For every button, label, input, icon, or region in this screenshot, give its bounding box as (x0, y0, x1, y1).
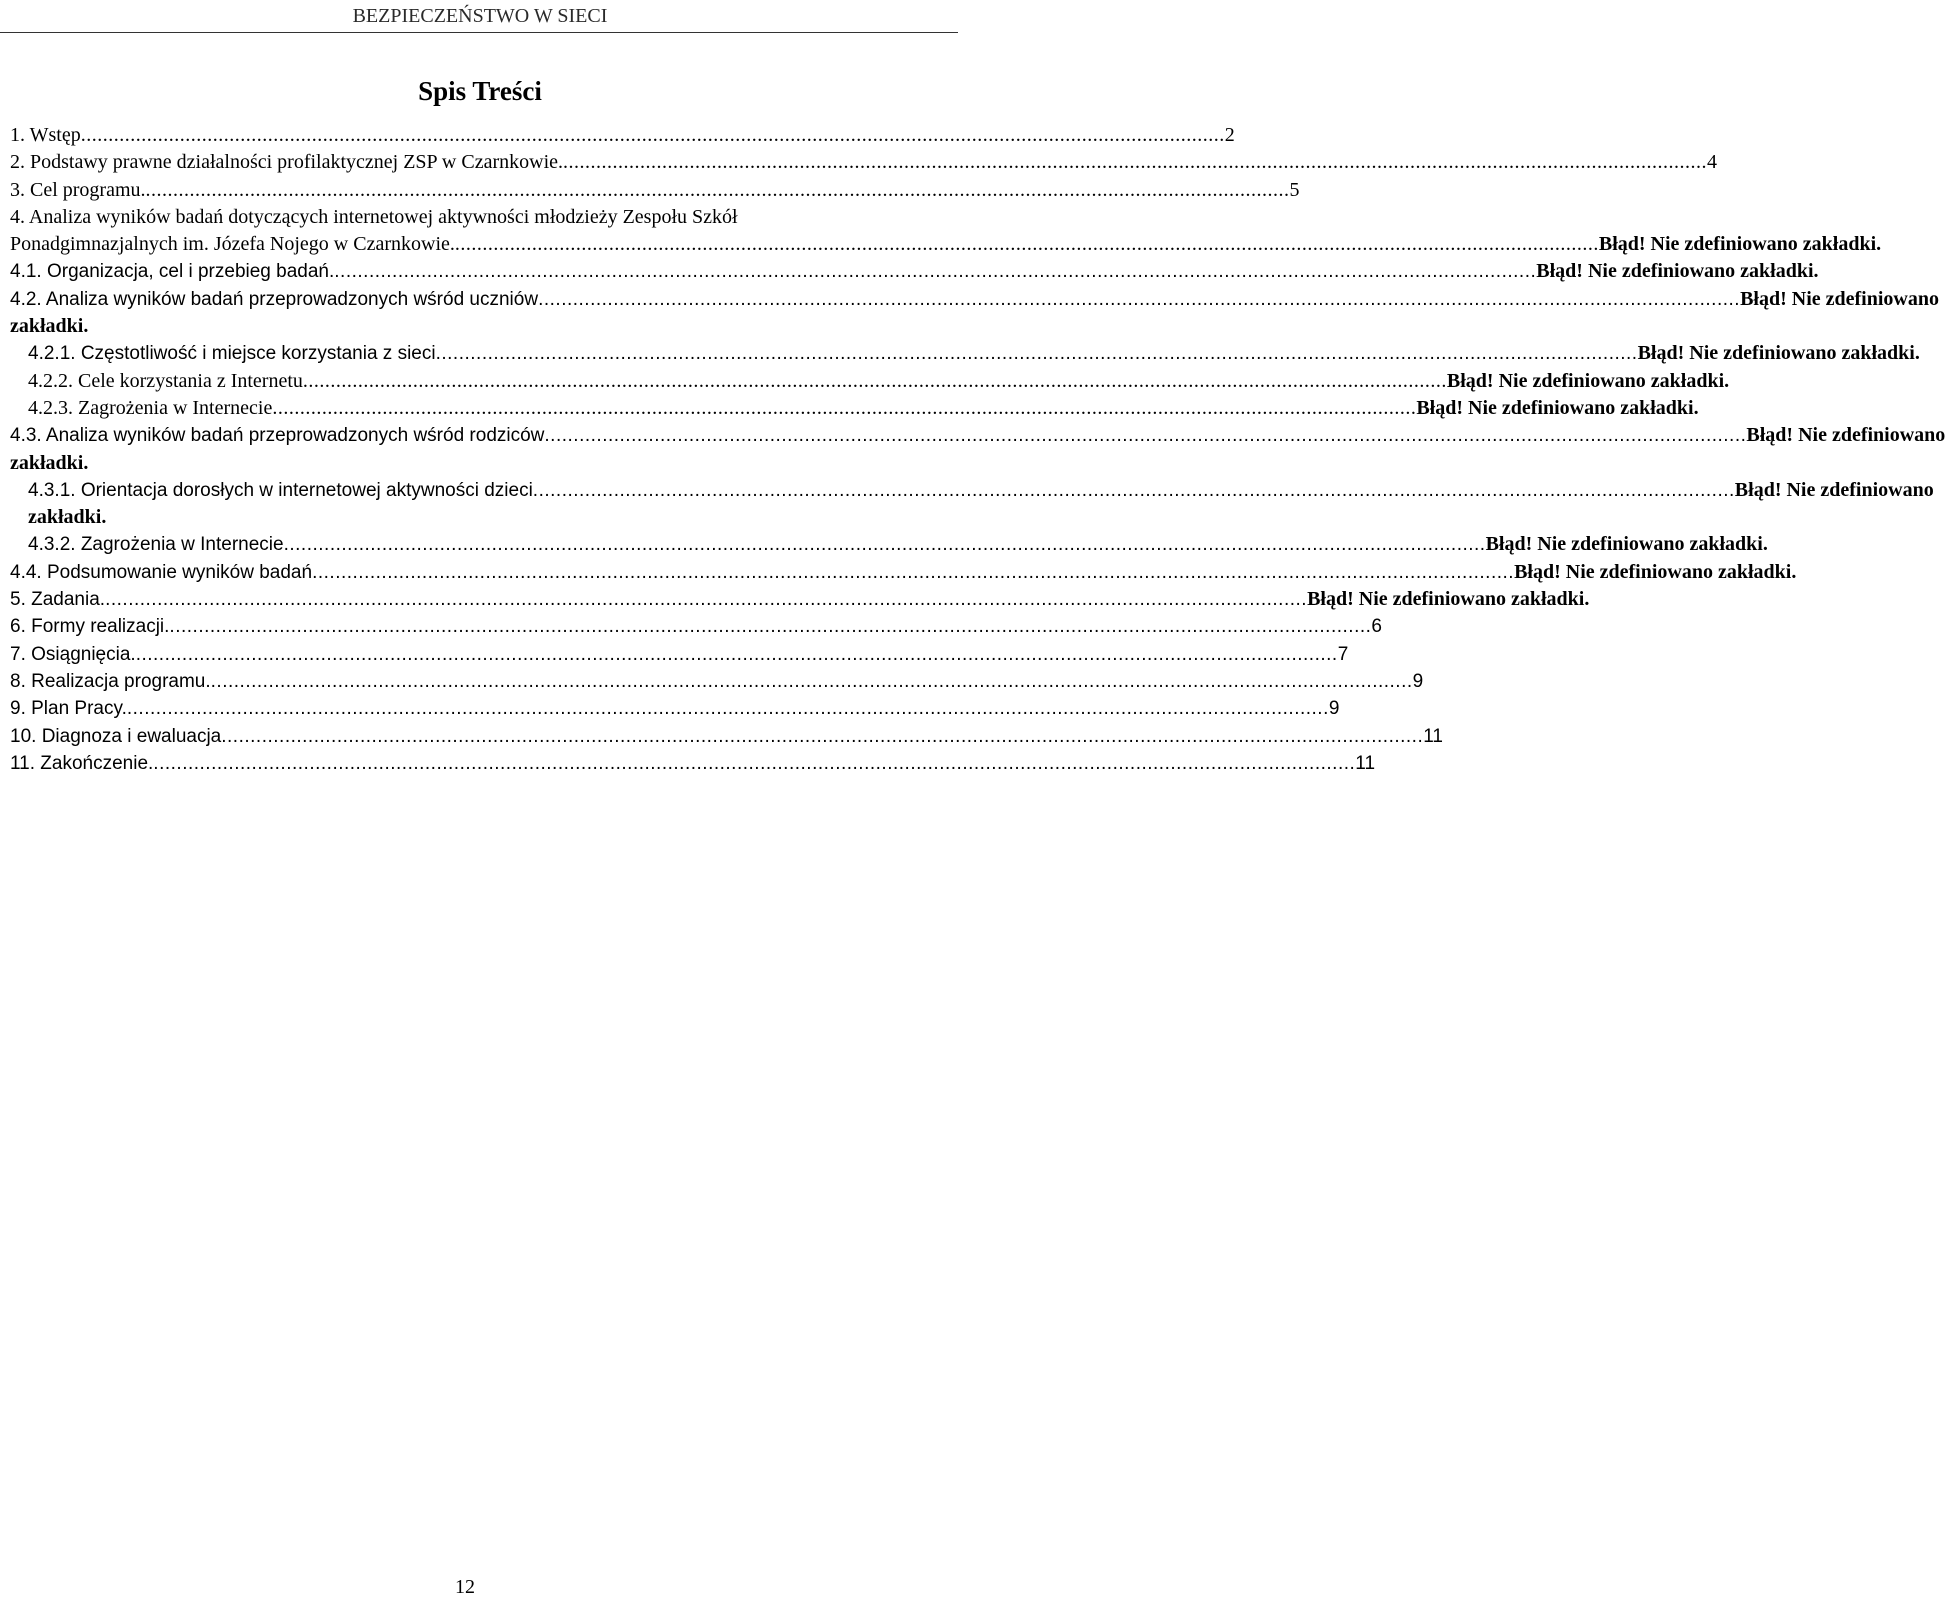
toc-entry-label: 6. Formy realizacji. (10, 616, 170, 638)
toc-entry[interactable] (10, 531, 1768, 558)
toc-leader-dots (455, 231, 1599, 258)
toc-leader-dots (211, 668, 1413, 695)
toc-leader-dots (303, 368, 1447, 395)
toc-entry[interactable] (10, 340, 1920, 367)
toc-entry-page: 7 (1337, 643, 1349, 665)
toc-entry-label: 9. Plan Pracy. (10, 698, 127, 720)
toc-leader-dots (105, 586, 1307, 613)
toc-entry[interactable] (10, 422, 1945, 449)
toc-leader-dots (272, 395, 1416, 422)
toc-entry[interactable] (10, 368, 1730, 395)
toc-error-continuation: zakładki. (10, 315, 89, 338)
toc-leader-dots (136, 641, 1338, 668)
toc-error-text: Błąd! Nie zdefiniowano zakładki. (1637, 342, 1920, 365)
toc-entry-label: 11. Zakończenie. (10, 752, 154, 774)
toc-entry[interactable] (10, 258, 1819, 285)
toc-entry[interactable] (10, 641, 1349, 668)
toc-entry[interactable] (10, 231, 1882, 258)
toc-error-text: Błąd! Nie zdefiniowano zakładki. (1536, 260, 1819, 283)
toc-leader-dots (153, 750, 1355, 777)
toc-entry-label: 1. Wstęp (10, 124, 81, 146)
toc-entry-label: 8. Realizacja programu. (10, 670, 211, 692)
toc-error-text: Błąd! Nie zdefiniowano (1746, 424, 1945, 447)
toc-entry-label: 4.2. Analiza wyników badań przeprowadzonych wśród uczniów (10, 288, 539, 310)
toc-leader-dots (563, 149, 1707, 176)
toc-entry-label: 10. Diagnoza i ewaluacja (10, 725, 222, 747)
toc-entry-label: Ponadgimnazjalnych im. Józefa Nojego w Czarnkowie. (10, 233, 455, 256)
toc-error-text: Błąd! Nie zdefiniowano zakładki. (1307, 588, 1590, 611)
toc-error-text: Błąd! Nie zdefiniowano (1734, 478, 1934, 501)
toc-entry[interactable] (10, 149, 1718, 176)
toc-entry-page: 11 (1355, 752, 1376, 774)
toc-error-text: Błąd! Nie zdefiniowano zakładki. (1446, 369, 1730, 392)
toc-entry-page: 11 (1423, 725, 1443, 747)
toc-leader-dots (146, 177, 1290, 204)
toc-entry-label: 4.3.1. Orientacja dorosłych w internetowej aktywności dzieci (28, 479, 533, 501)
toc-entry-label: 4.2.2. Cele korzystania z Internetu (28, 369, 303, 392)
toc-entry[interactable] (10, 395, 1699, 422)
toc-entry[interactable] (10, 477, 1934, 504)
toc-entry-page: 5 (1289, 178, 1300, 201)
toc-leader-dots (169, 613, 1371, 640)
toc-entry-page: 2 (1224, 124, 1235, 146)
toc-entry-page: 4 (1707, 151, 1718, 174)
toc-entry-label: 3. Cel programu. (10, 178, 146, 201)
toc-entry[interactable] (10, 286, 1939, 313)
toc-entry-label: 4.4. Podsumowanie wyników badań (10, 561, 313, 583)
toc-entry-label: 7. Osiągnięcia. (10, 643, 136, 665)
toc-entry[interactable] (10, 750, 1376, 777)
toc-leader-dots (538, 286, 1740, 313)
table-of-contents (10, 122, 1945, 777)
toc-leader-dots (312, 559, 1514, 586)
toc-entry-label: 4.3. Analiza wyników badań przeprowadzonych wśród rodziców (10, 425, 545, 447)
toc-entry-label: 4.1. Organizacja, cel i przebieg badań. (10, 261, 335, 283)
toc-entry-label: 2. Podstawy prawne działalności profilaktycznej ZSP w Czarnkowie. (10, 151, 564, 174)
toc-error-continuation: zakładki. (28, 506, 107, 529)
toc-entry-label: 4.2.3. Zagrożenia w Internecie (28, 396, 273, 419)
toc-error-text: Błąd! Nie zdefiniowano (1740, 287, 1939, 310)
toc-entry-label: 4.2.1. Częstotliwość i miejsce korzystania z sieci (28, 343, 436, 365)
toc-leader-dots (284, 531, 1486, 558)
toc-leader-dots (127, 695, 1329, 722)
toc-entry-label-line1[interactable]: 4. Analiza wyników badań dotyczących internetowej aktywności młodzieży Zespołu Szkół (10, 205, 738, 228)
toc-entry-page: 6 (1371, 616, 1382, 638)
toc-leader-dots (221, 723, 1423, 750)
toc-entry-page: 9 (1328, 698, 1340, 720)
toc-entry-label: 5. Zadania. (10, 589, 106, 611)
page-number: 12 (455, 1576, 475, 1598)
toc-entry[interactable] (10, 177, 1300, 204)
toc-entry[interactable] (10, 586, 1590, 613)
toc-leader-dots (533, 477, 1735, 504)
toc-entry[interactable] (10, 668, 1424, 695)
toc-leader-dots (436, 340, 1638, 367)
header-rule (0, 32, 958, 33)
toc-error-text: Błąd! Nie zdefiniowano zakładki. (1598, 233, 1882, 256)
toc-leader-dots (81, 122, 1225, 149)
toc-entry[interactable] (10, 723, 1443, 750)
toc-entry[interactable] (10, 559, 1797, 586)
toc-leader-dots (334, 258, 1536, 285)
toc-error-continuation: zakładki. (10, 451, 89, 474)
toc-entry[interactable] (10, 613, 1382, 640)
toc-entry-page: 9 (1412, 670, 1424, 692)
toc-title: Spis Treści (418, 76, 542, 106)
toc-entry[interactable] (10, 695, 1340, 722)
toc-entry-label: 4.3.2. Zagrożenia w Internecie (28, 534, 284, 556)
running-header: BEZPIECZEŃSTWO W SIECI (352, 5, 608, 27)
toc-leader-dots (544, 422, 1746, 449)
toc-entry[interactable] (10, 122, 1235, 149)
toc-error-text: Błąd! Nie zdefiniowano zakładki. (1485, 533, 1768, 556)
toc-error-text: Błąd! Nie zdefiniowano zakładki. (1514, 560, 1797, 583)
toc-error-text: Błąd! Nie zdefiniowano zakładki. (1416, 396, 1699, 419)
